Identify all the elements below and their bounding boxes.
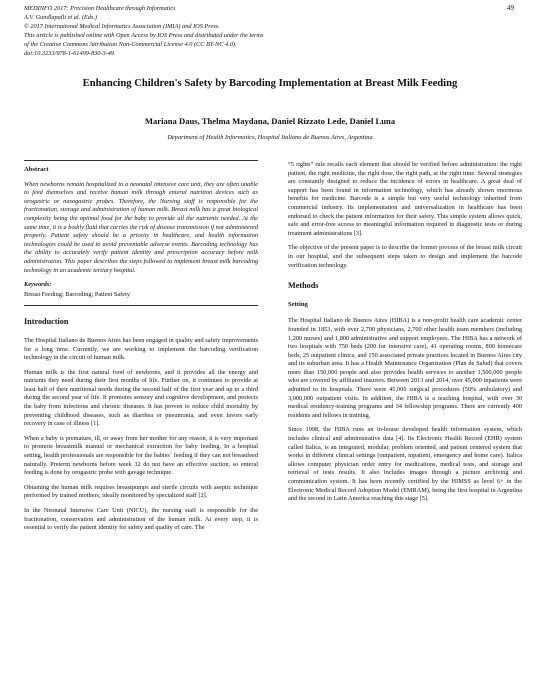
- paragraph: The Hospital Italiano de Buenos Aires has been engaged in quality and safety improvements for a long time. Currently, we are working to implement the barcoding verification technology in the circuit of human milk.: [24, 336, 258, 362]
- paragraph: Human milk is the first natural food of newborns, and it provides all the energy and nutrients they need during their first months of life. Further on, it continues to provide at least half of their nutritional needs during the second half of the first year and up to a third during the second year of life. It promotes sensory and cognitive development, and protects the baby from infectious and chronic diseases. It has proven to reduce child mortality by preventing childhood diseases, such as diarrhea or pneumonia, and even favors early recovery in case of illness [1].: [24, 368, 258, 428]
- left-column: [24, 160, 258, 539]
- page-number: 49: [507, 4, 514, 12]
- meta-line: This article is published online with Open Access by IOS Press and distributed under the terms: [24, 32, 264, 40]
- keywords-heading: Keywords:: [24, 281, 52, 289]
- authors: Mariana Daus, Thelma Maydana, Daniel Rizzato Lede, Daniel Luna: [144, 116, 396, 126]
- meta-line: MEDINFO 2017: Precision Healthcare through Informatics: [24, 5, 176, 12]
- paragraph: Obtaining the human milk requires breastpumps and sterile circuits with aseptic technique performed by trained mothers, ideally monitored by specialized staff [2].: [24, 483, 258, 500]
- publication-metadata: [24, 4, 464, 59]
- meta-line: of the Creative Commons Attribution Non-Commercial License 4.0 (CC BY-NC 4.0).: [24, 41, 237, 49]
- methods-heading: Methods: [288, 281, 319, 291]
- paragraph: In the Neonatal Intensive Care Unit (NICU), the nursing staff is responsible for the fractionation, conservation and administration of the human milk. At every step, it is essential to verify the patient identity for safety and quality of care. The: [24, 507, 258, 532]
- introduction-heading: Introduction: [24, 317, 69, 327]
- setting-heading: Setting: [288, 300, 308, 308]
- affiliation: Department of Health Informatics, Hospital Italiano de Buenos Aires, Argentina: [167, 134, 373, 141]
- paragraph: “5 rights” rule recalls each element that should be verified before administration: the right patient, the right medicine, the right dose, the right path, at the right time. Several strategies are constantly designed to reduce the incidence of errors in healthcare. A great deal of support has been found in information technology, which has already shown enormous benefits for medicine. Barcode is a simple but very useful technology inherited from commercial industry. Its implementation and universalization in healthcare has been endorsed to check the patient information for their safety. This simple system allows quick, safe and error-free access to meaningful information required in diagnostic tests or during treatment administrations [3].: [288, 161, 522, 237]
- meta-line: A.V. Gundlapalli et al. (Eds.): [24, 14, 97, 22]
- paragraph: The objective of the present paper is to describe the former process of the breast milk circuit in our hospital, and the subsequent steps taken to design and implement the barcode verification technology.: [288, 244, 522, 269]
- paper-title: Enhancing Children's Safety by Barcoding Implementation at Breast Milk Feeding: [82, 78, 458, 89]
- paragraph: The Hospital Italiano de Buenos Aires (HIBA) is a non-profit health care academic center founded in 1853, with over 2,700 physicians, 2,700 other health team members (including 1,200 nurses) and 1,800 administrative and support employees. The HIBA has a network of two hospitals with 750 beds (200 for intensive care), 41 operating rooms, 800 homecare beds, 25 outpatient clinics, and 150 associated private practices located in Buenos Aires city and its suburban area. It has a Health Maintenance Organization (Plan de Salud) that covers more than 150,000 people and also provides health services to another 1,500,000 people who are covered by affiliated insurers. Between 2013 and 2014, over 45,000 inpatients were admitted to its hospitals. There were 45,000 surgical procedures (50% ambulatory) and 3,000,000 outpatient visits. In addition, the HIBA is a teaching hospital, with over 30 medical residency-training programs and 34 fellowship programs. There are currently 400 residents and fellows in training.: [288, 317, 522, 419]
- paragraph: Since 1998, the HIBA runs an in-house developed health information system, which includes clinical and administrative data [4]. Its Electronic Health Record (EHR) system called Italica, is an integrated, modular, problem oriented, and patient centered system that works in different clinical settings (outpatient, inpatient, emergency and home care). Italica allows computer physician order entry for medications, medical tests, and storage and retrieval of tests results. It also includes images through a picture archiving and communication system. It has been recently certified by the HIMSS as level 6+ in the Electronic Medical Record Adoption Model (EMRAM), being the first hospital in Argentina and the second in Latin America reaching this stage [5].: [288, 426, 522, 503]
- abstract-box: [24, 160, 258, 306]
- meta-line: doi:10.3233/978-1-61499-830-3-49: [24, 50, 115, 58]
- paragraph: When a baby is premature, ill, or away from her mother for any reason, it is very important to promote breastmilk manual or mechanical extraction for baby feeding. In a hospital setting, health professionals are responsible for the babies´ feeding if they can not breastfeed naturally. Preterm newborns before week 32 do not have an effective suction, so enteral feeding is done by orogastric probe with gavage technique.: [24, 434, 258, 477]
- meta-line: © 2017 International Medical Informatics Association (IMIA) and IOS Press.: [24, 23, 220, 31]
- keywords-text: Breast Feeding; Barcoding; Patient Safety: [24, 290, 130, 298]
- right-column: [288, 160, 522, 510]
- abstract-heading: Abstract: [24, 166, 49, 173]
- abstract-text: When newborns remain hospitalized in a neonatal intensive care unit, they are often unable to feed themselves and receive human milk through enteral nutrition devices such as orogastric or nasogastric probes. Therefore, the Nursing staff is responsible for the fractionation, storage and administration of human milk. Breast milk has a great biological complexity being the optimal food for the baby to provide all the nutrients needed. At the same time, it is a bodily fluid that carries the risk of disease transmission if not administered properly. Patient safety should be a priority in healthcare, and health information technologies could be used to avoid preventable adverse events. Barcoding technology has the ability to accurately verify patient identity and prescription accuracy before milk administration. This paper describes the steps followed to implement breast milk barcoding technology in an academic tertiary hospital.: [24, 180, 258, 274]
